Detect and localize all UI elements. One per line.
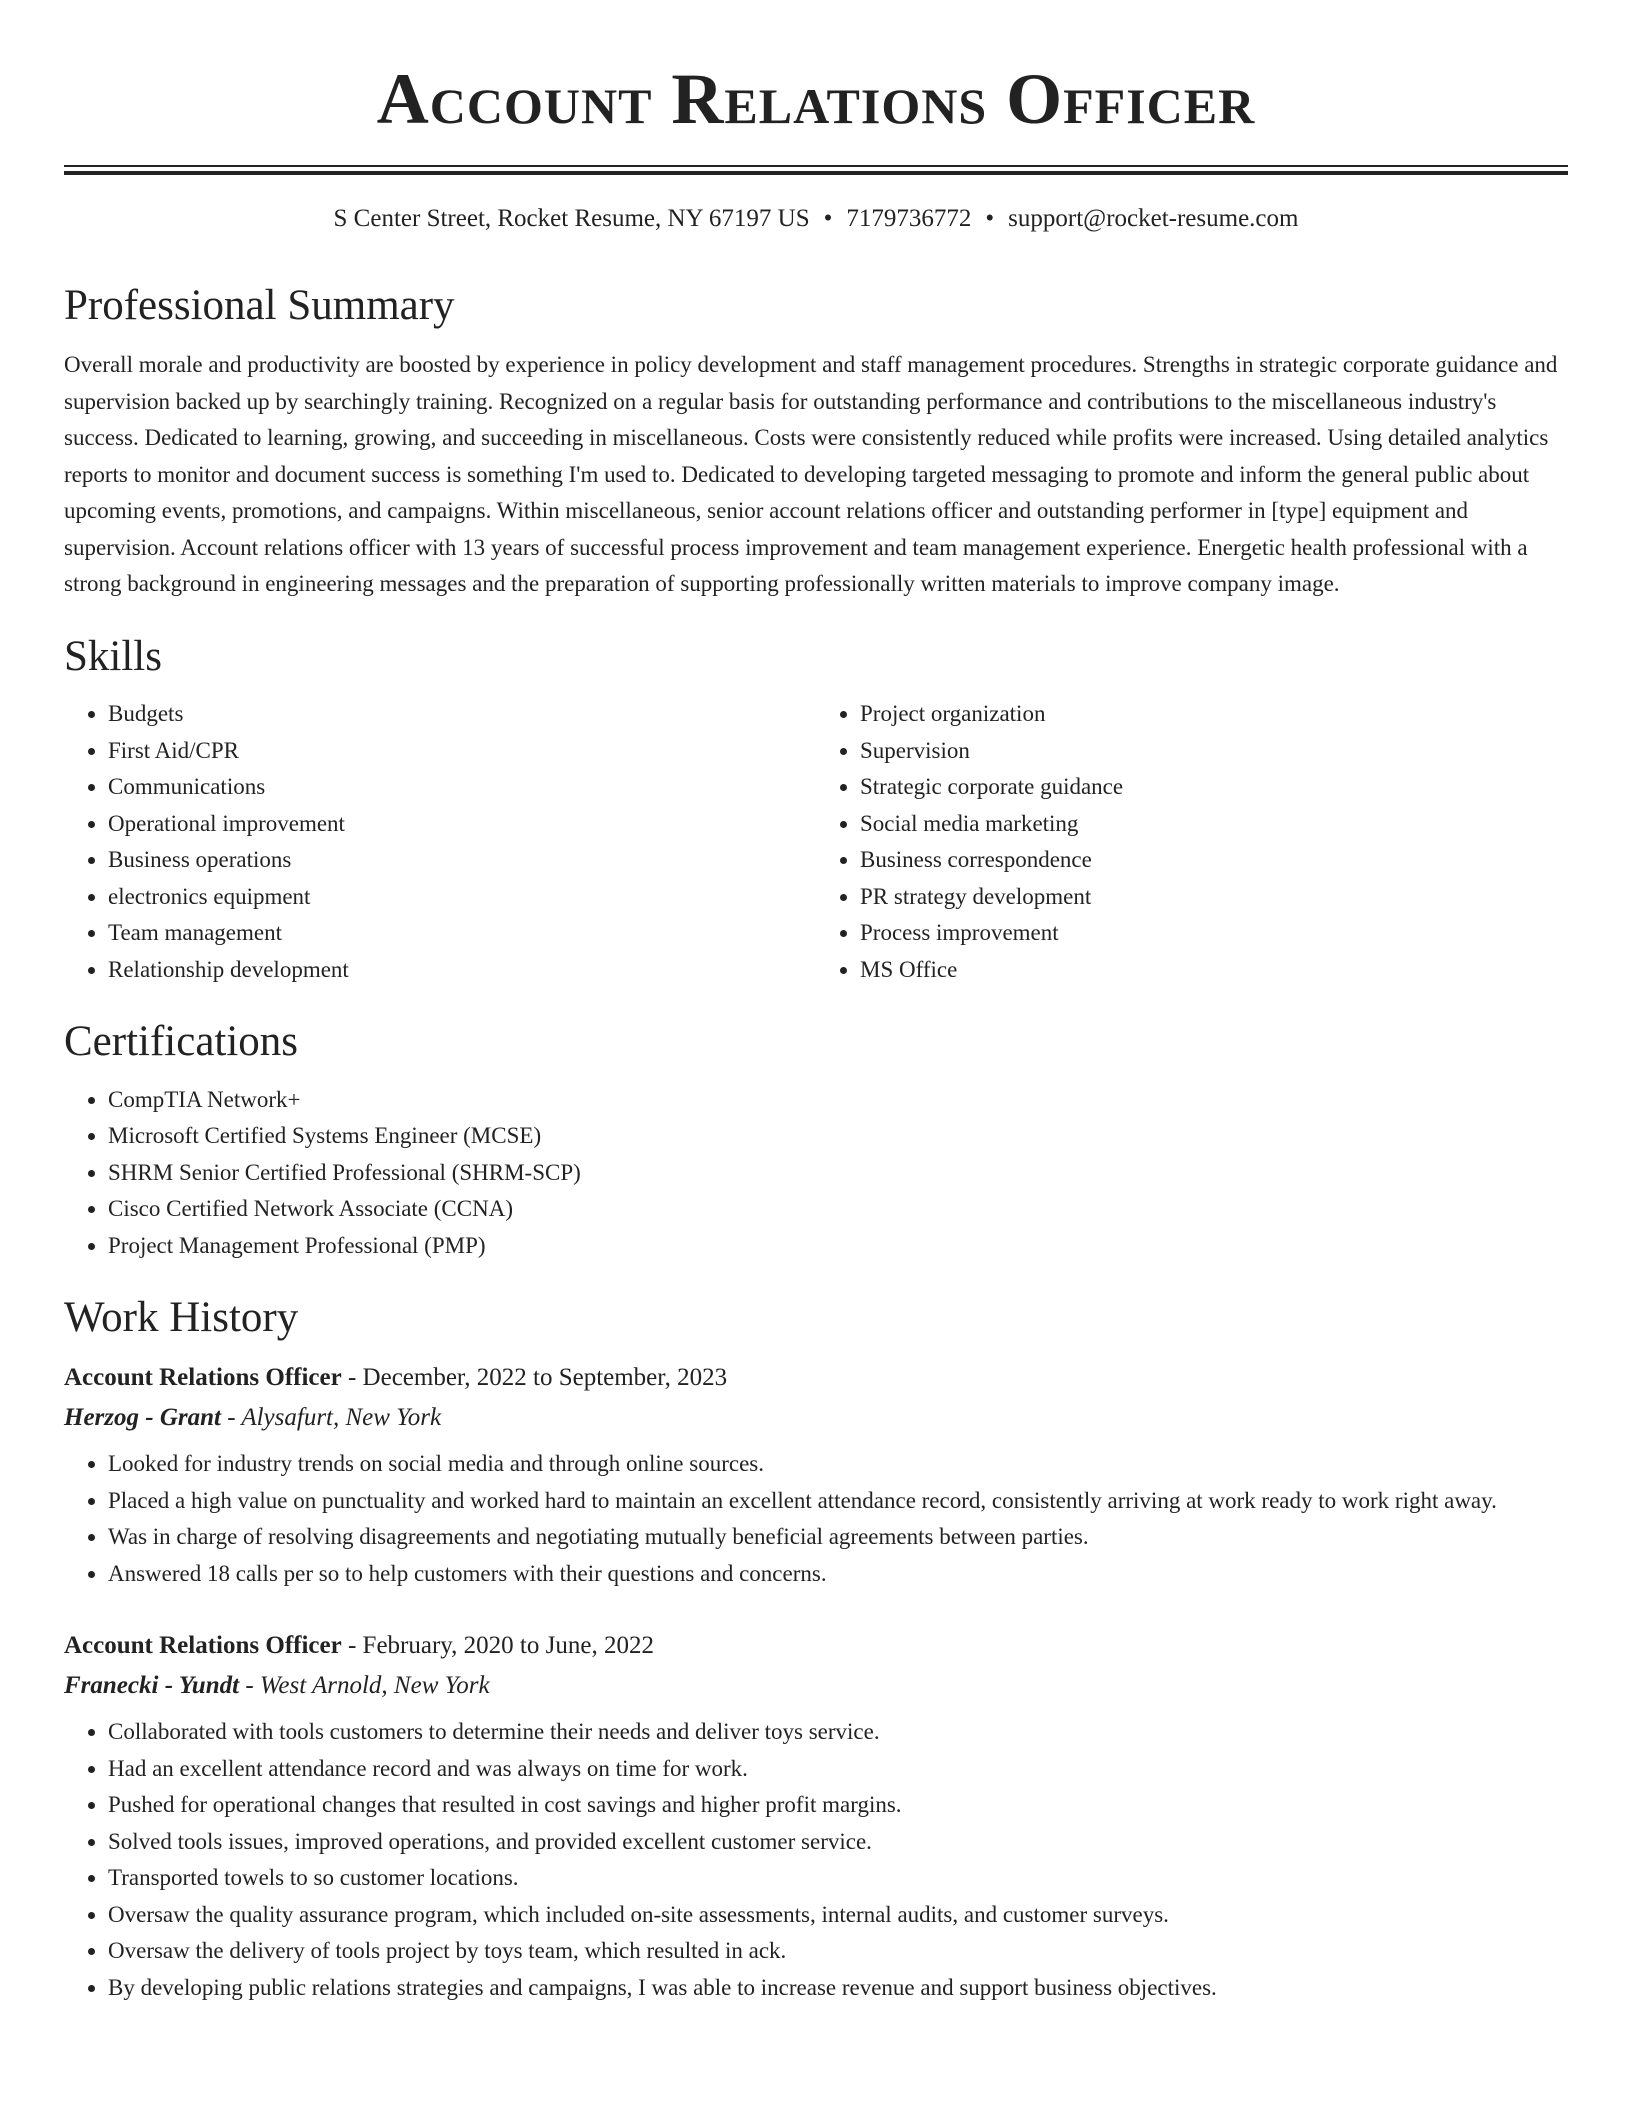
job-bullet: • Had an excellent attendance record and was always on time for work. [108, 1751, 1568, 1788]
summary-section [64, 280, 1568, 603]
job-company: Herzog - Grant [64, 1404, 221, 1432]
job-bullet: • Pushed for operational changes that resulted in cost savings and higher profit margins. [108, 1787, 1568, 1824]
skill-item: • First Aid/CPR [108, 733, 816, 770]
job-bullet: • Placed a high value on punctuality and worked hard to maintain an excellent attendance record, consistently arriving at work ready to work right away. [108, 1483, 1568, 1520]
skills-list-left [64, 696, 816, 988]
skills-list-right [816, 696, 1568, 988]
certifications-heading: Certifications [64, 1018, 299, 1066]
skill-item: • Social media marketing [860, 806, 1568, 843]
skills-columns [64, 696, 1568, 988]
certification-item: • SHRM Senior Certified Professional (SHRM-SCP) [108, 1155, 1568, 1192]
contact-separator: • [985, 205, 995, 233]
certification-item: • Microsoft Certified Systems Engineer (MCSE) [108, 1118, 1568, 1155]
skill-item: • electronics equipment [108, 879, 816, 916]
certification-item: • CompTIA Network+ [108, 1082, 1568, 1119]
job-entry [64, 1358, 1568, 1592]
skill-item: • Strategic corporate guidance [860, 769, 1568, 806]
contact-phone: 7179736772 [846, 205, 972, 233]
contact-line [64, 203, 1568, 236]
work-history-heading: Work History [64, 1294, 299, 1342]
skill-item: • Project organization [860, 696, 1568, 733]
job-bullet: • Answered 18 calls per so to help customers with their questions and concerns. [108, 1556, 1568, 1593]
job-bullets [64, 1446, 1568, 1592]
job-entry [64, 1626, 1568, 2006]
job-header [64, 1358, 1568, 1398]
skills-heading: Skills [64, 632, 162, 680]
job-bullet: • By developing public relations strategies and campaigns, I was able to increase revenue and support business objectives. [108, 1970, 1568, 2007]
job-bullet: • Transported towels to so customer locations. [108, 1860, 1568, 1897]
title-double-rule [64, 165, 1568, 175]
skill-item: • Business operations [108, 842, 816, 879]
job-bullets [64, 1714, 1568, 2006]
job-bullet: • Oversaw the quality assurance program, which included on-site assessments, internal audits, and customer surveys. [108, 1897, 1568, 1934]
job-company: Franecki - Yundt [64, 1672, 240, 1700]
job-bullet: • Collaborated with tools customers to determine their needs and deliver toys service. [108, 1714, 1568, 1751]
skill-item: • MS Office [860, 952, 1568, 989]
contact-address: S Center Street, Rocket Resume, NY 67197 US [333, 205, 810, 233]
summary-text: Overall morale and productivity are boosted by experience in policy development and staff management procedures. Strengths in strategic corporate guidance and supervision backed up by searchingly training. Recognized on a regular basis for outstanding performance and contributions to the miscellaneous industry's success. Dedicated to learning, growing, and succeeding in miscellaneous. Costs were consistently reduced while profits were increased. Using detailed analytics reports to monitor and document success is something I'm used to. Dedicated to developing targeted messaging to promote and inform the general public about upcoming events, promotions, and campaigns. Within miscellaneous, senior account relations officer and outstanding performer in [type] equipment and supervision. Account relations officer with 13 years of successful process improvement and team management experience. Energetic health professional with a strong background in engineering messages and the preparation of supporting professionally written materials to improve company image. [64, 352, 1558, 597]
summary-heading: Professional Summary [64, 281, 455, 329]
job-bullet: • Solved tools issues, improved operations, and provided excellent customer service. [108, 1824, 1568, 1861]
job-bullet: • Was in charge of resolving disagreements and negotiating mutually beneficial agreements between parties. [108, 1519, 1568, 1556]
job-dates: - December, 2022 to September, 2023 [341, 1364, 728, 1392]
certification-item: • Project Management Professional (PMP) [108, 1228, 1568, 1265]
skill-item: • PR strategy development [860, 879, 1568, 916]
job-bullet: • Oversaw the delivery of tools project by toys team, which resulted in ack. [108, 1933, 1568, 1970]
job-location: - West Arnold, New York [239, 1672, 490, 1700]
certifications-list [64, 1082, 1568, 1265]
skills-section [64, 631, 1568, 989]
skill-item: • Communications [108, 769, 816, 806]
certifications-section [64, 1016, 1568, 1264]
work-history-section [64, 1292, 1568, 2006]
job-bullet: • Looked for industry trends on social media and through online sources. [108, 1446, 1568, 1483]
job-location: - Alysafurt, New York [220, 1404, 442, 1432]
certification-item: • Cisco Certified Network Associate (CCNA) [108, 1191, 1568, 1228]
skill-item: • Process improvement [860, 915, 1568, 952]
resume-title: Account Relations Officer [376, 59, 1256, 139]
skill-item: • Business correspondence [860, 842, 1568, 879]
job-employer [64, 1666, 1568, 1706]
skill-item: • Operational improvement [108, 806, 816, 843]
contact-separator: • [823, 205, 833, 233]
skill-item: • Budgets [108, 696, 816, 733]
job-title: Account Relations Officer [64, 1632, 342, 1660]
job-header [64, 1626, 1568, 1666]
skill-item: • Relationship development [108, 952, 816, 989]
job-employer [64, 1398, 1568, 1438]
skill-item: • Supervision [860, 733, 1568, 770]
job-title: Account Relations Officer [64, 1364, 342, 1392]
contact-email: support@rocket-resume.com [1008, 205, 1299, 233]
job-dates: - February, 2020 to June, 2022 [341, 1632, 654, 1660]
skill-item: • Team management [108, 915, 816, 952]
